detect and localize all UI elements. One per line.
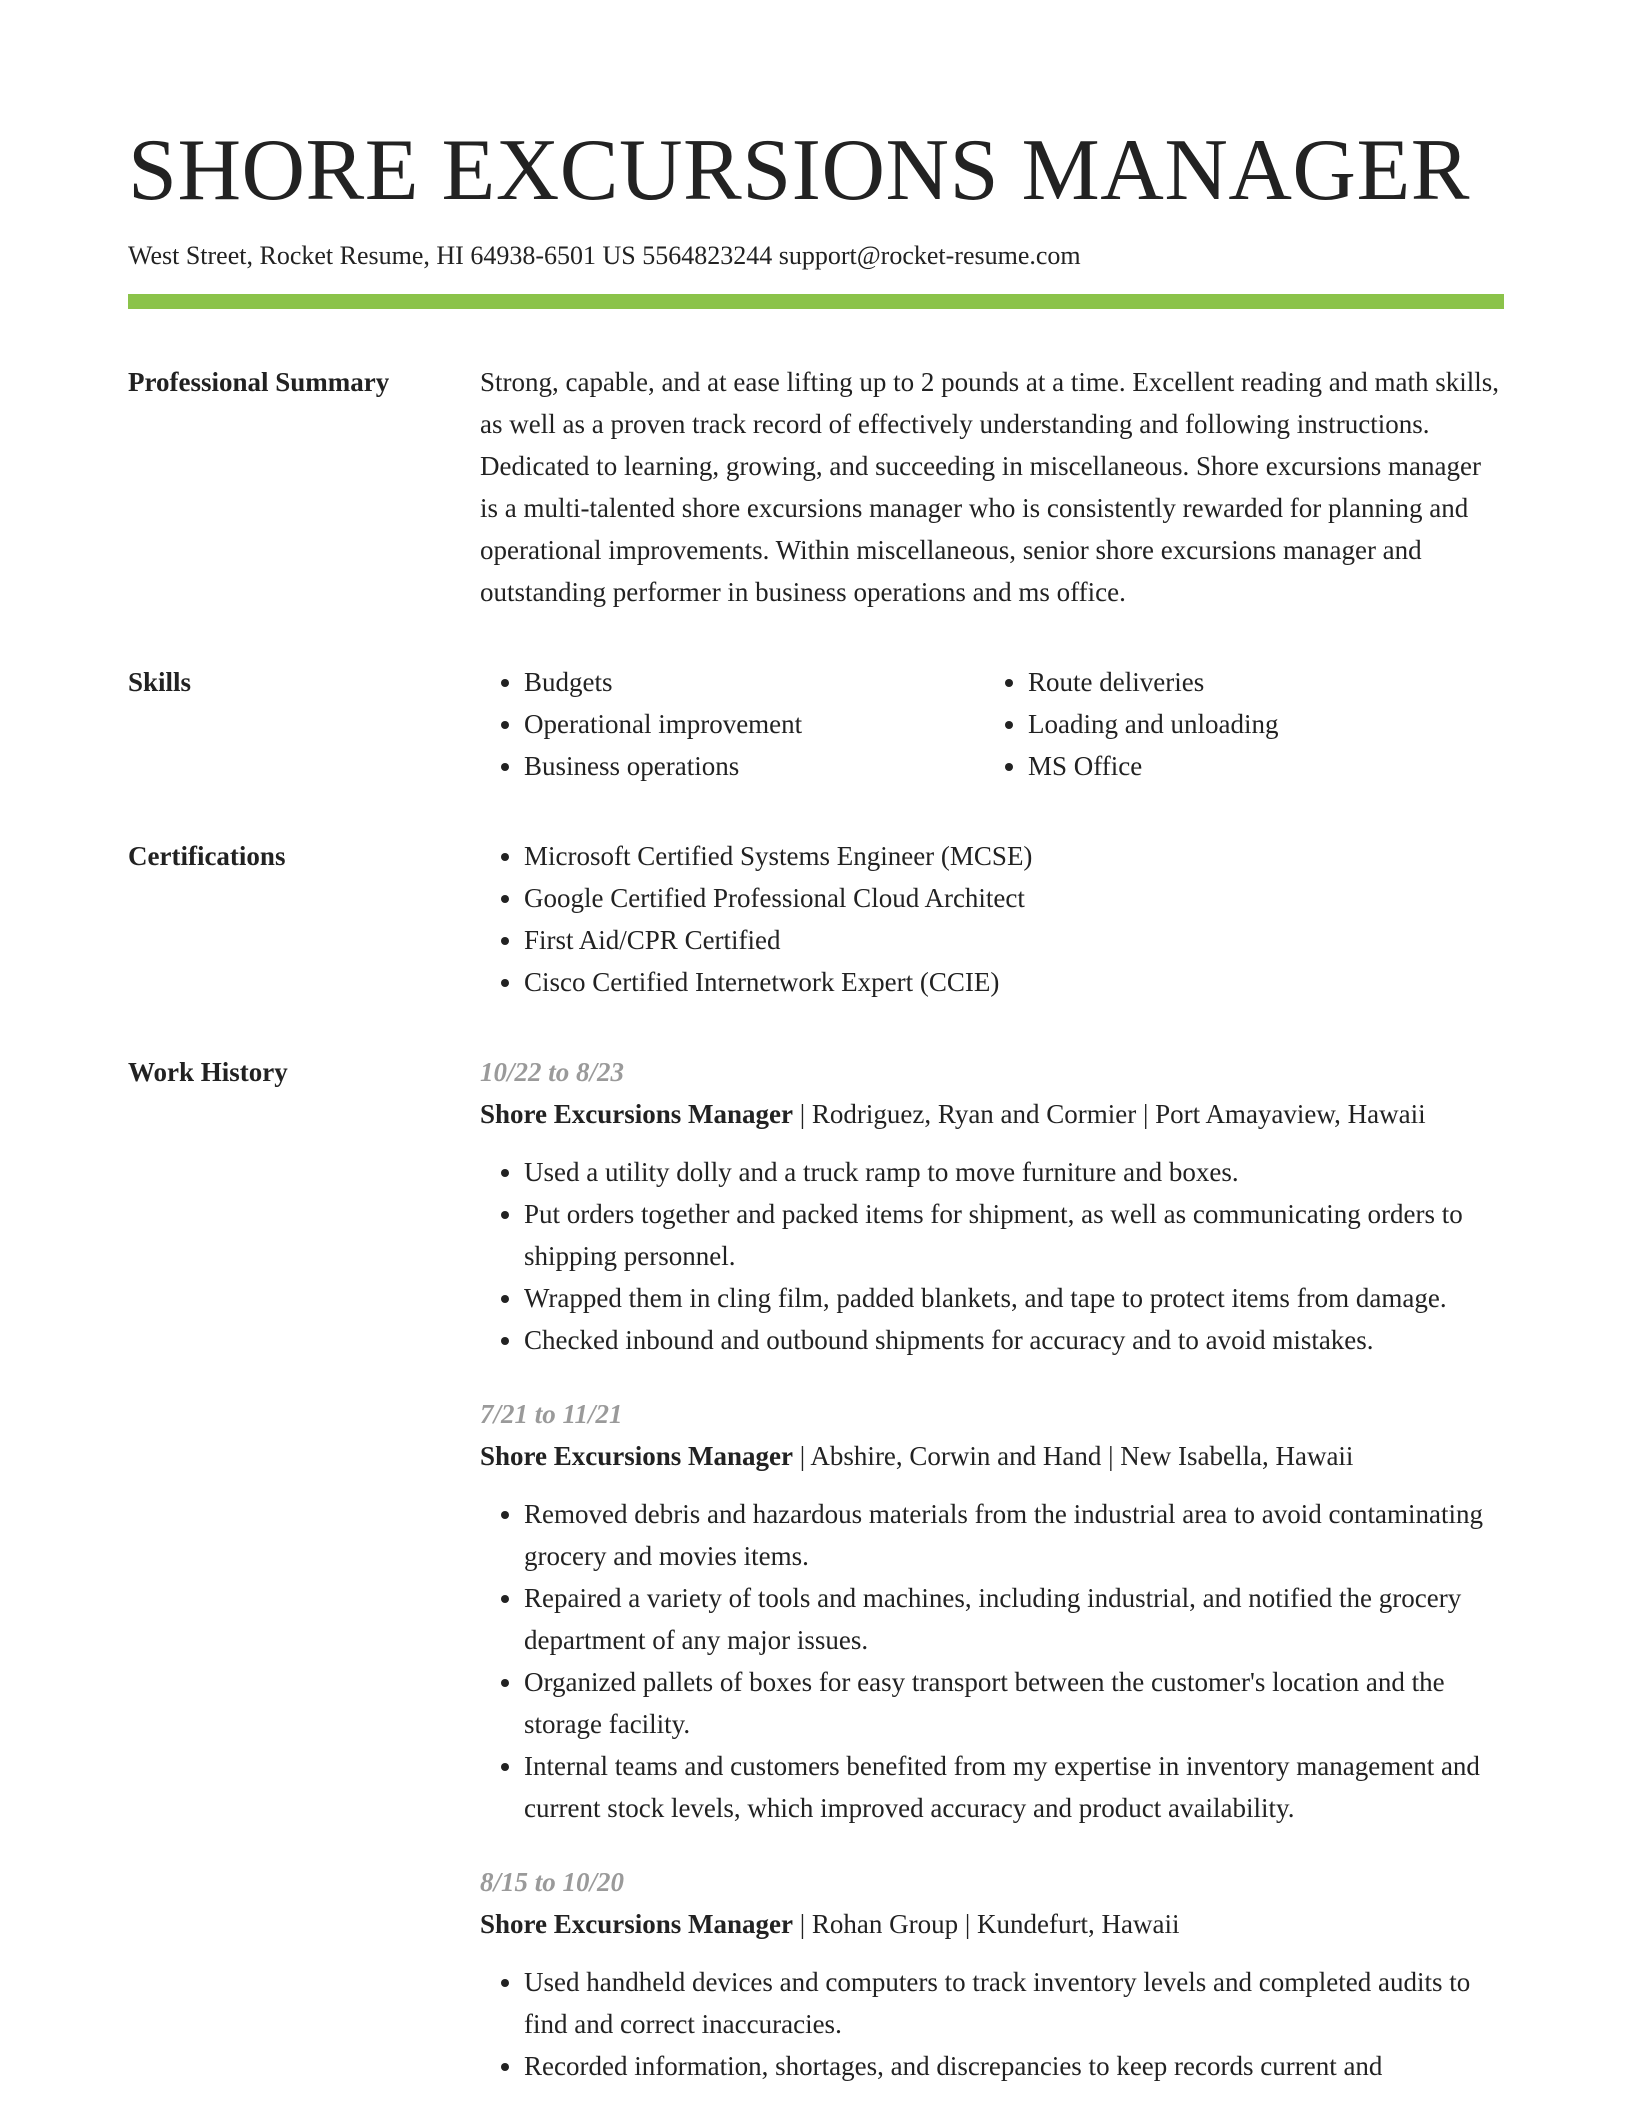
job-heading xyxy=(480,1903,1504,1945)
contact-address: West Street, Rocket Resume, HI 64938-6501 US xyxy=(128,241,636,270)
responsibility-item: • Wrapped them in cling film, padded blankets, and tape to protect items from damage. xyxy=(524,1277,1504,1319)
job-title: Shore Excursions Manager xyxy=(480,1441,794,1471)
contact-phone: 5564823244 xyxy=(642,241,773,270)
job-title: Shore Excursions Manager xyxy=(480,1909,794,1939)
certification-item: • First Aid/CPR Certified xyxy=(524,919,1504,961)
skill-item: • Route deliveries xyxy=(1028,661,1488,703)
responsibility-item: • Internal teams and customers benefited from my expertise in inventory management and current stock levels, which improved accuracy and product availability. xyxy=(524,1745,1504,1829)
job-employer-location: | Abshire, Corwin and Hand | New Isabella, Hawaii xyxy=(793,1441,1354,1471)
skill-item: • Loading and unloading xyxy=(1028,703,1488,745)
certification-item: • Cisco Certified Internetwork Expert (CCIE) xyxy=(524,961,1504,1003)
certification-item: • Google Certified Professional Cloud Architect xyxy=(524,877,1504,919)
skills-grid xyxy=(480,661,1504,787)
certifications-list xyxy=(480,835,1504,1003)
job-responsibilities xyxy=(480,1151,1504,1361)
job-entry xyxy=(480,1051,1504,1361)
responsibility-item: • Used handheld devices and computers to track inventory levels and completed audits to find and correct inaccuracies. xyxy=(524,1961,1504,2045)
responsibility-item: • Removed debris and hazardous materials from the industrial area to avoid contaminating grocery and movies items. xyxy=(524,1493,1504,1577)
resume-title: SHORE EXCURSIONS MANAGER xyxy=(128,122,1470,219)
skills-section xyxy=(128,661,1504,787)
job-responsibilities xyxy=(480,1961,1504,2087)
job-dates: 10/22 to 8/23 xyxy=(480,1057,625,1087)
job-title: Shore Excursions Manager xyxy=(480,1099,794,1129)
work-history-section xyxy=(128,1051,1504,2087)
job-heading xyxy=(480,1435,1504,1477)
job-dates: 7/21 to 11/21 xyxy=(480,1399,623,1429)
certifications-section xyxy=(128,835,1504,1003)
responsibility-item: • Used a utility dolly and a truck ramp to move furniture and boxes. xyxy=(524,1151,1504,1193)
summary-text: Strong, capable, and at ease lifting up to 2 pounds at a time. Excellent reading and math skills, as well as a proven track record of effectively understanding and following instructions. Dedicated to learning, growing, and succeeding in miscellaneous. Shore excursions manager is a multi-talented shore excursions manager who is consistently rewarded for planning and operational improvements. Within miscellaneous, senior shore excursions manager and outstanding performer in business operations and ms office. xyxy=(480,367,1499,607)
responsibility-item: • Organized pallets of boxes for easy transport between the customer's location and the storage facility. xyxy=(524,1661,1504,1745)
responsibility-item: • Checked inbound and outbound shipments for accuracy and to avoid mistakes. xyxy=(524,1319,1504,1361)
job-dates: 8/15 to 10/20 xyxy=(480,1867,625,1897)
responsibility-item: • Recorded information, shortages, and discrepancies to keep records current and xyxy=(524,2045,1504,2087)
summary-heading: Professional Summary xyxy=(128,367,390,397)
skills-heading: Skills xyxy=(128,667,192,697)
certifications-heading: Certifications xyxy=(128,841,286,871)
contact-line xyxy=(128,238,1504,274)
job-entry xyxy=(480,1861,1504,2087)
job-responsibilities xyxy=(480,1493,1504,1829)
certification-item: • Microsoft Certified Systems Engineer (MCSE) xyxy=(524,835,1504,877)
contact-email: support@rocket-resume.com xyxy=(778,241,1081,270)
skill-item: • Budgets xyxy=(524,661,984,703)
skill-item: • Business operations xyxy=(524,745,984,787)
job-employer-location: | Rohan Group | Kundefurt, Hawaii xyxy=(793,1909,1180,1939)
skill-item: • MS Office xyxy=(1028,745,1488,787)
skills-column-left xyxy=(480,661,984,787)
job-heading xyxy=(480,1093,1504,1135)
job-employer-location: | Rodriguez, Ryan and Cormier | Port Amayaview, Hawaii xyxy=(793,1099,1426,1129)
responsibility-item: • Put orders together and packed items for shipment, as well as communicating orders to shipping personnel. xyxy=(524,1193,1504,1277)
summary-section xyxy=(128,361,1504,613)
header-divider xyxy=(128,294,1504,309)
responsibility-item: • Repaired a variety of tools and machines, including industrial, and notified the grocery department of any major issues. xyxy=(524,1577,1504,1661)
skills-column-right xyxy=(984,661,1488,787)
skill-item: • Operational improvement xyxy=(524,703,984,745)
work-history-heading: Work History xyxy=(128,1057,288,1087)
job-entry xyxy=(480,1393,1504,1829)
